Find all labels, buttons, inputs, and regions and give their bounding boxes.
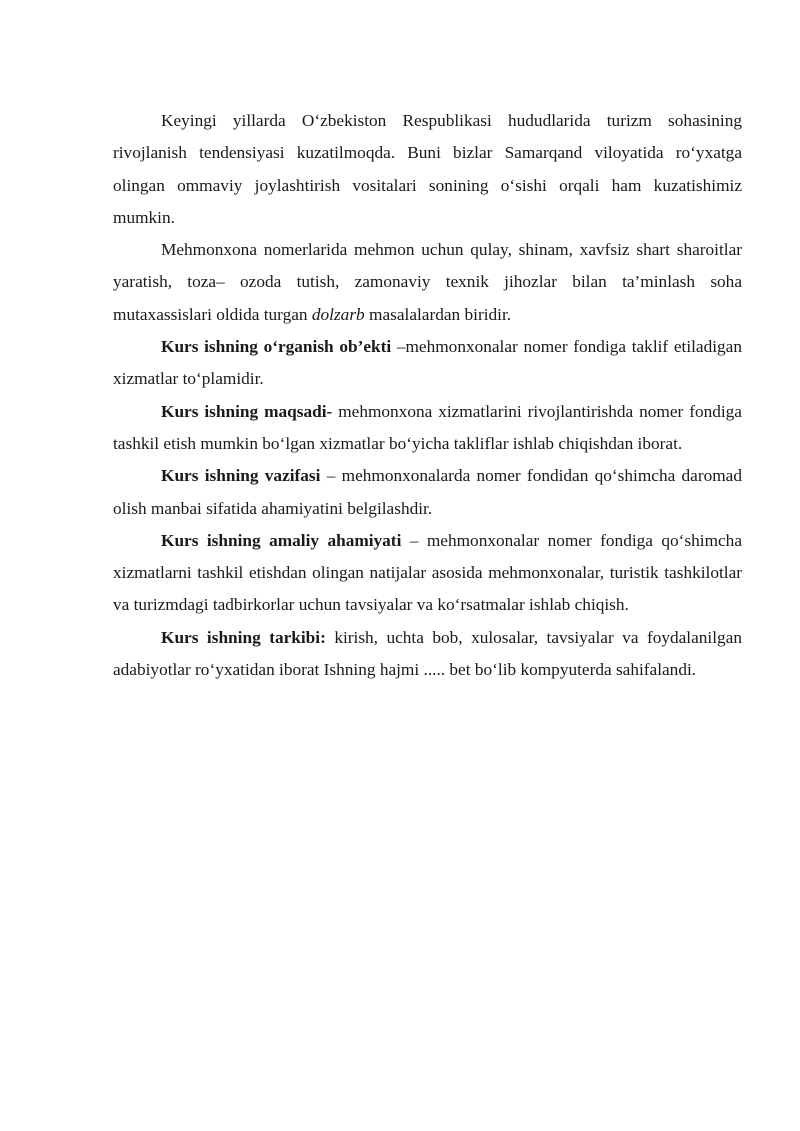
paragraph-relevance-italic: dolzarb (311, 304, 365, 324)
paragraph-practical-value (113, 525, 742, 622)
paragraph-goal (113, 396, 742, 461)
paragraph-relevance (113, 234, 742, 331)
paragraph-intro-text: Keyingi yillarda O‘zbekiston Respublikasi hududlarida turizm sohasining rivojlanish tendensiyasi kuzatilmoqda. Buni bizlar Samarqand viloyatida ro‘yxatga olingan ommaviy joylashtirish vositalari sonining o‘sishi orqali ham kuzatishimiz mumkin. (113, 111, 742, 227)
paragraph-task-text: – mehmonxonalarda nomer fondidan qo‘shimcha daromad olish manbai sifatida ahamiyatini belgilashdir. (113, 466, 742, 518)
paragraph-goal-label: Kurs ishning maqsadi- (161, 401, 333, 421)
paragraph-structure-text: kirish, uchta bob, xulosalar, tavsiyalar va foydalanilgan adabiyotlar ro‘yxatidan iborat Ishning hajmi ..... bet bo‘lib kompyuterda sahifalandi. (113, 627, 742, 680)
paragraph-relevance-text-before: Mehmonxona nomerlarida mehmon uchun qulay, shinam, xavfsiz shart sharoitlar yaratish, toza– ozoda tutish, zamonaviy texnik jihozlar bilan ta’minlash soha mutaxassislari oldida turgan (113, 240, 742, 324)
paragraph-structure (113, 622, 742, 687)
paragraph-object-text: –mehmonxonalar nomer fondiga taklif etiladigan xizmatlar to‘plamidir. (113, 337, 742, 389)
paragraph-structure-label: Kurs ishning tarkibi: (161, 627, 326, 647)
paragraph-object (113, 331, 742, 396)
document-body (113, 105, 742, 686)
paragraph-intro (113, 105, 742, 234)
paragraph-object-label: Kurs ishning o‘rganish ob’ekti (161, 337, 392, 357)
paragraph-task (113, 460, 742, 525)
paragraph-relevance-text-after: masalalardan biridir. (364, 304, 512, 324)
paragraph-goal-text: mehmonxona xizmatlarini rivojlantirishda nomer fondiga tashkil etish mumkin bo‘lgan xizmatlar bo‘yicha takliflar ishlab chiqishdan iborat. (113, 401, 742, 453)
paragraph-practical-value-text: – mehmonxonalar nomer fondiga qo‘shimcha xizmatlarni tashkil etishdan olingan natijalar asosida mehmonxonalar, turistik tashkilotlar va turizmdagi tadbirkorlar uchun tavsiyalar va ko‘rsatmalar ishlab chiqish. (113, 530, 742, 615)
paragraph-task-label: Kurs ishning vazifasi (161, 466, 321, 486)
paragraph-practical-value-label: Kurs ishning amaliy ahamiyati (161, 530, 402, 550)
